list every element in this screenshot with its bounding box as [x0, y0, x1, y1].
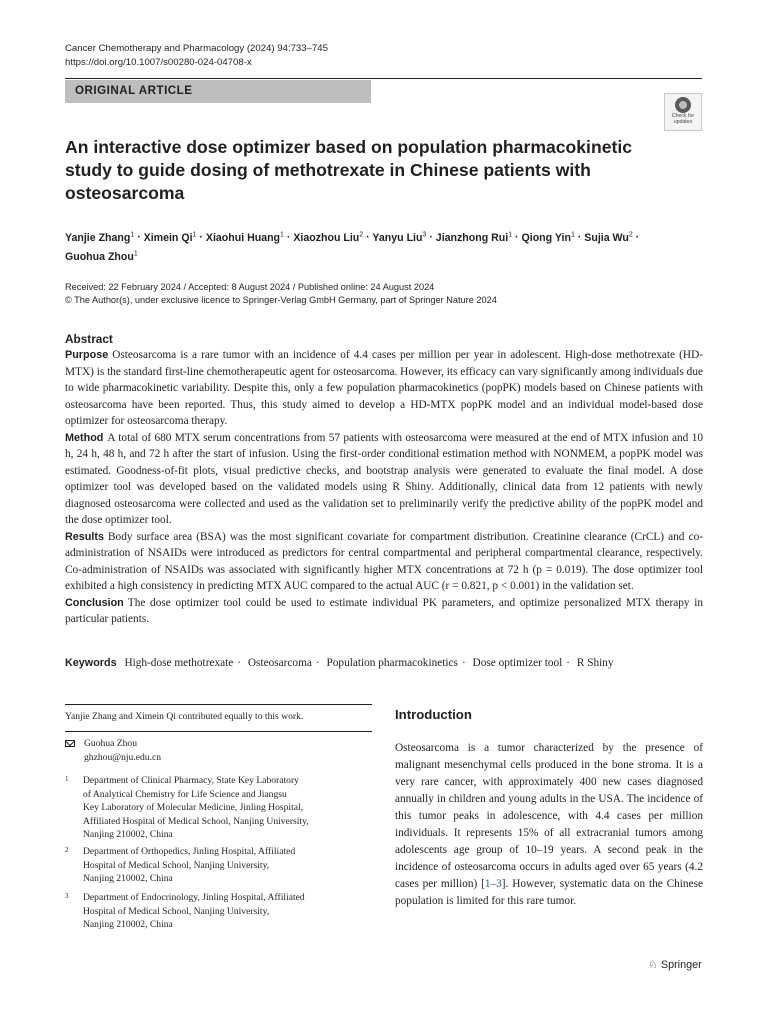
citation-link[interactable]: 1–3	[484, 878, 502, 890]
publisher-logo	[648, 958, 702, 971]
journal-header	[65, 42, 328, 69]
author[interactable]: Yanjie Zhang$^1$	[65, 231, 135, 244]
keywords-label: Keywords	[65, 657, 117, 669]
journal-citation: Cancer Chemotherapy and Pharmacology (2024) 94:733–745	[65, 43, 328, 54]
keyword: R Shiny	[576, 657, 614, 669]
abstract-results: Results Body surface area (BSA) was the most significant covariate for compartment distribution. Creatinine clearance (CrCL) and co-administration of NSAIDs were introduced as predictors for central compartmental and peripheral compartmental clearance, respectively. Co-administration of NSAIDs was associated with significantly higher MTX concentrations at 72 h (p = 0.019). The dose optimizer tool exhibited a high consistency in predicting MTX AUC compared to the actual AUC (r = 0.821, p < 0.001) in the validation set.	[65, 530, 703, 592]
abstract-method: Method A total of 680 MTX serum concentrations from 57 patients with osteosarcoma were measured at the end of MTX infusion and 10 h, 24 h, 48 h, and 72 h after the start of infusion. Using the first-order conditional estimation method with NONMEM, a popPK model was estimated. Goodness-of-fit plots, visual predictive checks, and bootstrap analysis were generated to evaluate the final model. A dose optimizer tool was developed based on the validated models using R Shiny. Additionally, clinical data from 12 patients with newly diagnosed osteosarcoma were collected and used as the validation set to preliminarily verify the predictive ability of the popPK model and the dose optimizer tool.	[65, 431, 703, 526]
author[interactable]: Xiaohui Huang$^1$	[205, 231, 284, 244]
keyword: High-dose methotrexate	[124, 657, 234, 669]
check-for-updates-badge[interactable]	[664, 93, 702, 131]
keyword: Population pharmacokinetics	[326, 657, 458, 669]
keyword: Osteosarcoma	[247, 657, 312, 669]
author[interactable]: Xiaozhou Liu$^2$	[293, 231, 364, 244]
article-type-banner	[65, 80, 371, 103]
abstract-heading: Abstract	[65, 332, 113, 346]
introduction-heading: Introduction	[395, 707, 472, 722]
footnote-rule	[65, 704, 372, 705]
check-for-updates-label: Check for updates	[671, 113, 695, 125]
corresponding-name: Guohua Zhou	[84, 738, 138, 749]
method-label: Method	[65, 431, 104, 444]
results-label: Results	[65, 530, 105, 543]
check-for-updates-icon	[675, 97, 691, 113]
abstract-conclusion: Conclusion The dose optimizer tool could be used to estimate individual PK parameters, and optimize personalized MTX therapy in particular patients.	[65, 596, 703, 625]
keyword: Dose optimizer tool	[472, 657, 563, 669]
corresponding-email[interactable]: ghzhou@nju.edu.cn	[84, 752, 162, 763]
purpose-label: Purpose	[65, 349, 109, 361]
author[interactable]: Guohua Zhou$^1$	[65, 250, 138, 263]
author[interactable]: Ximein Qi$^1$	[143, 231, 197, 244]
author[interactable]: Yanyu Liu$^3$	[372, 231, 427, 244]
conclusion-label: Conclusion	[65, 596, 124, 609]
author[interactable]: Jianzhong Rui$^1$	[435, 231, 513, 244]
publisher-name: Springer	[660, 959, 702, 971]
abstract-purpose: Purpose Osteosarcoma is a rare tumor with an incidence of 4.4 cases per million per year in adolescent. High-dose methotrexate (HD-MTX) is the standard first-line chemotherapeutic agent for osteosarcoma. However, its efficacy can vary significantly among individuals due to wide pharmacokinetic variability. Despite this, only a few population pharmacokinetics (popPK) models based on Chinese patients with osteosarcoma have been reported. Thus, this study aimed to develop a HD-MTX popPK model and an individual model-based dose optimizer for osteosarcoma therapy.	[65, 349, 703, 427]
doi-link[interactable]: https://doi.org/10.1007/s00280-024-04708-x	[65, 56, 252, 68]
author-list: Yanjie Zhang$^1$ · Ximein $Qi^1$ · Xiaohui Huang$^1$ · Xiaozhou Liu$^2$ · Yanyu Liu$^3$ · Jianzhong Rui$^1$ · Qiong Yin$^1$ · Sujia $Wu^2$ · Guohua Zhou$^1$	[65, 231, 640, 263]
footnote-rule	[65, 731, 372, 732]
copyright-line: © The Author(s), under exclusive licence to Springer-Verlag GmbH Germany, part of Springer Nature 2024	[65, 295, 497, 305]
springer-horse-icon: ♘	[648, 959, 658, 971]
publication-dates	[65, 281, 497, 307]
history-dates: Received: 22 February 2024 / Accepted: 8 August 2024 / Published online: 24 August 2024	[65, 282, 435, 292]
abstract-body	[65, 347, 703, 628]
introduction-body: Osteosarcoma is a tumor characterized by the presence of malignant mesenchymal cells produced in the bone stroma. It is a very rare cancer, with approximately 400 new cases diagnosed annually in children and young adults in the USA. The incidence of this tumor peaks in adolescence, with 4.4 cases per million individuals. It represents 15% of all extracranial tumors among adolescents age group of 10–19 years. A second peak in the incidence of osteosarcoma occurs in adults aged over 65 years (4.2 cases per million) [1–3]. However, systematic data on the Chinese population is limited for this rare tumor.	[395, 742, 703, 907]
envelope-icon	[65, 740, 75, 747]
author[interactable]: Sujia Wu$^2$	[584, 231, 633, 244]
header-rule	[65, 78, 702, 79]
author[interactable]: Qiong Yin$^1$	[521, 231, 575, 244]
contribution-note: Yanjie Zhang and Ximein Qi contributed equally to this work.	[65, 711, 304, 722]
article-type-label: ORIGINAL ARTICLE	[75, 84, 193, 97]
keywords: Keywords High-dose methotrexate · Osteosarcoma · Population pharmacokinetics · Dose optimizer tool · R Shiny	[65, 657, 614, 669]
article-title: An interactive dose optimizer based on population pharmacokinetic study to guide dosing of methotrexate in Chinese patients with osteosarcoma	[65, 137, 633, 203]
